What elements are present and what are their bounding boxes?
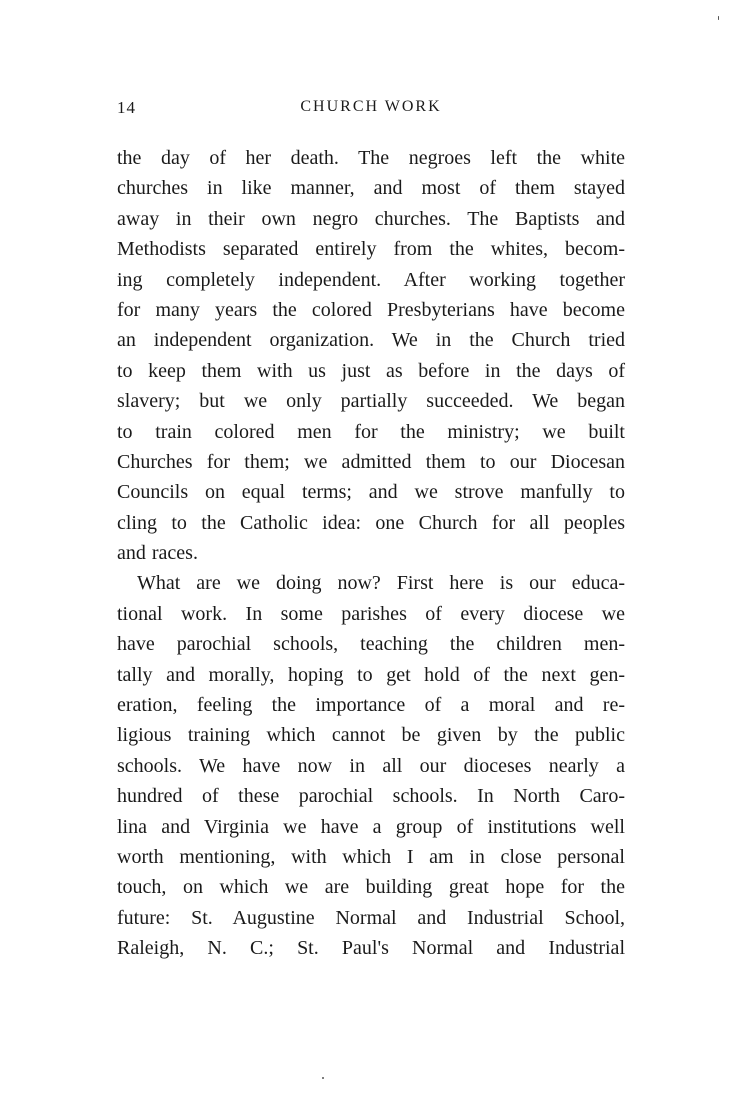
text-line: and races.: [117, 542, 198, 565]
text-line: away in their own negro churches. The Baptists and: [117, 207, 625, 230]
text-line: to keep them with us just as before in the days of: [117, 359, 625, 382]
text-line: ing completely independent. After working together: [117, 268, 625, 291]
scan-speck: [322, 1077, 324, 1079]
text-line: What are we doing now? First here is our educa-: [137, 572, 625, 595]
text-line: future: St. Augustine Normal and Industrial School,: [117, 906, 625, 929]
text-line: for many years the colored Presbyterians have become: [117, 298, 625, 321]
text-line: an independent organization. We in the Church tried: [117, 329, 625, 352]
text-line: have parochial schools, teaching the children men-: [117, 633, 625, 656]
text-line: Raleigh, N. C.; St. Paul's Normal and Industrial: [117, 937, 625, 960]
running-header: [117, 98, 625, 122]
text-line: to train colored men for the ministry; we built: [117, 420, 625, 443]
text-line: ligious training which cannot be given by the public: [117, 724, 625, 747]
page-body-text: [117, 143, 625, 964]
text-line: tally and morally, hoping to get hold of the next gen-: [117, 663, 625, 686]
scan-speck: [718, 16, 719, 20]
text-line: cling to the Catholic idea: one Church for all peoples: [117, 511, 625, 534]
text-line: churches in like manner, and most of them stayed: [117, 177, 625, 200]
text-line: the day of her death. The negroes left the white: [117, 147, 625, 169]
text-line: touch, on which we are building great hope for the: [117, 876, 625, 899]
page-number: 14: [117, 98, 136, 117]
text-line: worth mentioning, with which I am in close personal: [117, 845, 625, 868]
text-line: Churches for them; we admitted them to our Diocesan: [117, 450, 625, 473]
text-line: Councils on equal terms; and we strove manfully to: [117, 481, 625, 504]
text-line: tional work. In some parishes of every diocese we: [117, 602, 625, 625]
running-title: CHURCH WORK: [300, 98, 442, 115]
text-line: slavery; but we only partially succeeded. We began: [117, 390, 625, 413]
text-line: lina and Virginia we have a group of institutions well: [117, 815, 625, 838]
text-line: schools. We have now in all our dioceses nearly a: [117, 754, 625, 777]
text-line: Methodists separated entirely from the whites, becom-: [117, 238, 625, 261]
text-line: eration, feeling the importance of a moral and re-: [117, 694, 625, 717]
text-line: hundred of these parochial schools. In North Caro-: [117, 785, 625, 808]
